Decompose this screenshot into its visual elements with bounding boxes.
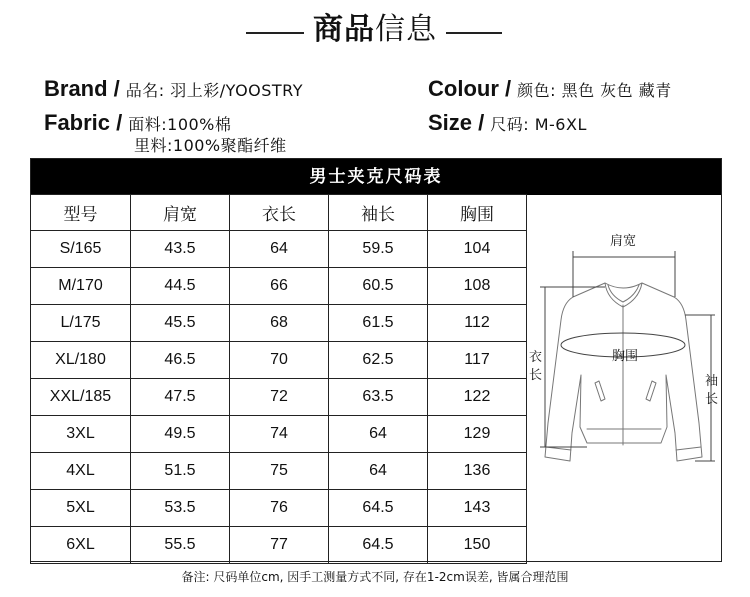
size-key: Size / xyxy=(428,110,485,135)
jacket-measurement-diagram xyxy=(525,195,720,495)
cell-sleeve: 60.5 xyxy=(329,268,428,305)
table-row xyxy=(31,490,527,527)
cell-model: 5XL xyxy=(31,490,131,527)
sleeve-label-1: 袖 xyxy=(705,374,719,389)
cell-length: 76 xyxy=(230,490,329,527)
fabric-value-line1: 面料:100%棉 xyxy=(128,115,232,134)
header-length: 衣长 xyxy=(230,195,329,231)
cell-chest: 112 xyxy=(428,305,527,342)
cell-length: 74 xyxy=(230,416,329,453)
cell-sleeve: 64.5 xyxy=(329,527,428,564)
title-light: 信息 xyxy=(375,12,437,47)
brand-key: Brand / xyxy=(44,76,120,101)
header-shoulder: 肩宽 xyxy=(131,195,230,231)
sleeve-label-2: 长 xyxy=(705,392,719,407)
cell-sleeve: 59.5 xyxy=(329,231,428,268)
brand-value: 品名: 羽上彩/YOOSTRY xyxy=(125,81,304,100)
right-pocket xyxy=(646,381,656,401)
cell-shoulder: 43.5 xyxy=(131,231,230,268)
cell-sleeve: 61.5 xyxy=(329,305,428,342)
length-label-1: 衣 xyxy=(529,350,543,365)
cell-model: M/170 xyxy=(31,268,131,305)
table-row xyxy=(31,379,527,416)
fabric-key: Fabric / xyxy=(44,110,123,135)
cell-shoulder: 51.5 xyxy=(131,453,230,490)
length-label-2: 长 xyxy=(529,368,543,383)
cell-shoulder: 55.5 xyxy=(131,527,230,564)
cell-shoulder: 53.5 xyxy=(131,490,230,527)
section-title xyxy=(0,10,750,50)
cell-sleeve: 64 xyxy=(329,453,428,490)
table-row xyxy=(31,305,527,342)
size-chart-title: 男士夹克尺码表 xyxy=(31,159,721,195)
cell-model: XXL/185 xyxy=(31,379,131,416)
size-info xyxy=(428,112,587,136)
size-table xyxy=(30,194,527,564)
cell-length: 64 xyxy=(230,231,329,268)
cell-chest: 117 xyxy=(428,342,527,379)
cell-chest: 143 xyxy=(428,490,527,527)
header-sleeve: 袖长 xyxy=(329,195,428,231)
cell-length: 70 xyxy=(230,342,329,379)
cell-chest: 122 xyxy=(428,379,527,416)
table-row xyxy=(31,342,527,379)
header-chest: 胸围 xyxy=(428,195,527,231)
table-row xyxy=(31,453,527,490)
table-row xyxy=(31,416,527,453)
cell-length: 75 xyxy=(230,453,329,490)
cell-shoulder: 47.5 xyxy=(131,379,230,416)
cell-sleeve: 62.5 xyxy=(329,342,428,379)
cell-length: 66 xyxy=(230,268,329,305)
cell-chest: 150 xyxy=(428,527,527,564)
cell-shoulder: 44.5 xyxy=(131,268,230,305)
cell-chest: 129 xyxy=(428,416,527,453)
colour-value: 颜色: 黑色 灰色 藏青 xyxy=(517,81,672,100)
table-row xyxy=(31,268,527,305)
fabric-lining-info xyxy=(134,135,287,157)
colour-key: Colour / xyxy=(428,76,512,101)
cell-model: 6XL xyxy=(31,527,131,564)
cell-shoulder: 46.5 xyxy=(131,342,230,379)
size-table-header-row xyxy=(31,195,527,231)
colour-info xyxy=(428,78,672,102)
shoulder-label: 肩宽 xyxy=(609,234,637,249)
cell-length: 77 xyxy=(230,527,329,564)
measurement-note: 备注: 尺码单位cm, 因手工测量方式不同, 存在1-2cm误差, 皆属合理范围 xyxy=(181,570,569,584)
header-model: 型号 xyxy=(31,195,131,231)
table-row xyxy=(31,527,527,564)
cell-length: 72 xyxy=(230,379,329,416)
fabric-info xyxy=(44,112,231,136)
cell-model: XL/180 xyxy=(31,342,131,379)
cell-shoulder: 45.5 xyxy=(131,305,230,342)
right-cuff xyxy=(676,447,701,450)
cell-sleeve: 63.5 xyxy=(329,379,428,416)
cell-length: 68 xyxy=(230,305,329,342)
cell-model: 4XL xyxy=(31,453,131,490)
brand-info xyxy=(44,78,303,102)
cell-sleeve: 64.5 xyxy=(329,490,428,527)
chest-label: 胸围 xyxy=(611,349,639,364)
left-pocket xyxy=(595,381,605,401)
cell-shoulder: 49.5 xyxy=(131,416,230,453)
cell-model: S/165 xyxy=(31,231,131,268)
cell-model: 3XL xyxy=(31,416,131,453)
cell-model: L/175 xyxy=(31,305,131,342)
page-title xyxy=(0,10,750,50)
title-bold: 商品 xyxy=(313,12,375,47)
cell-chest: 108 xyxy=(428,268,527,305)
cell-chest: 104 xyxy=(428,231,527,268)
table-row xyxy=(31,231,527,268)
size-value: 尺码: M-6XL xyxy=(490,115,587,134)
collar-icon xyxy=(605,283,642,307)
title-divider-right xyxy=(446,32,502,34)
cell-chest: 136 xyxy=(428,453,527,490)
fabric-value-line2: 里料:100%聚酯纤维 xyxy=(134,136,287,155)
cell-sleeve: 64 xyxy=(329,416,428,453)
